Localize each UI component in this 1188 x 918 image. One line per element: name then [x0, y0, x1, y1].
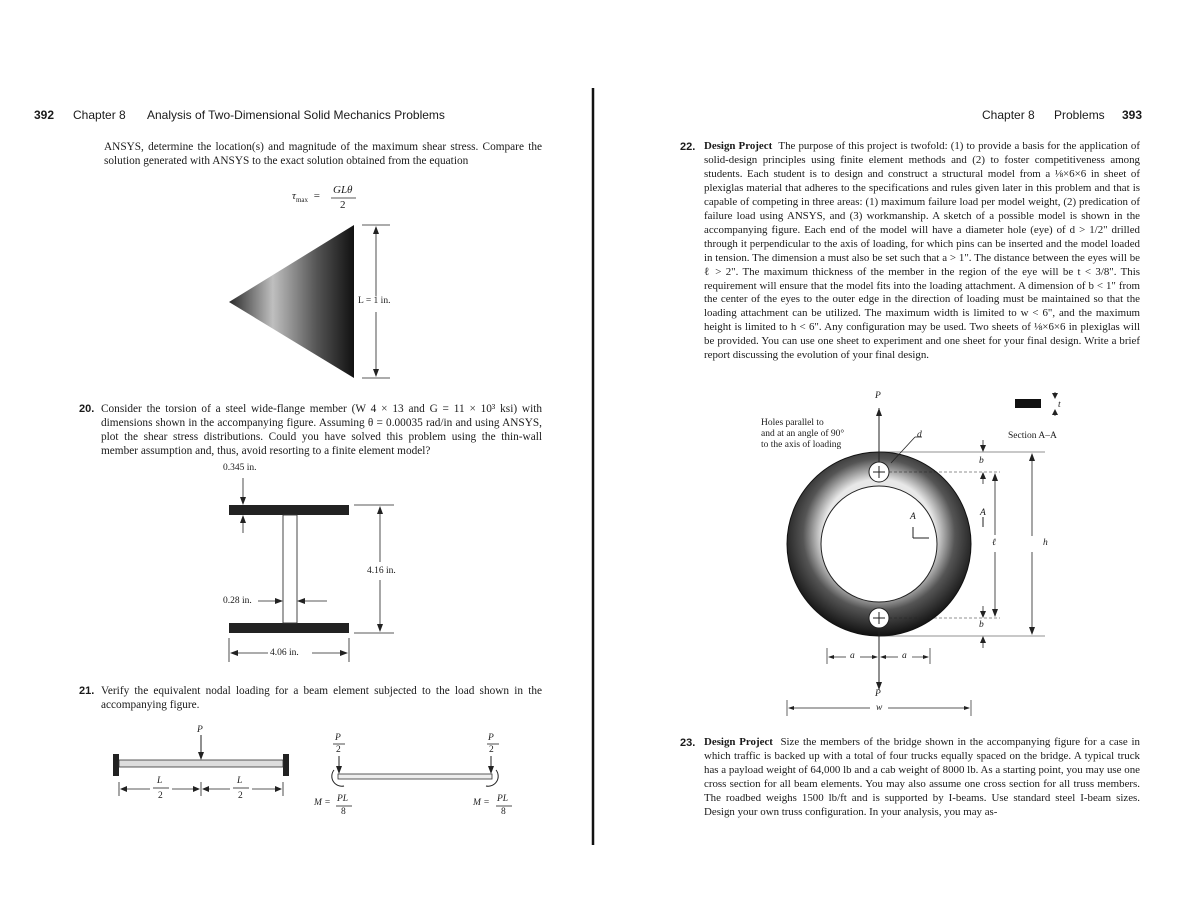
triangle-dim-label: L = 1 in.	[358, 296, 391, 306]
problem-21-number: 21.	[79, 685, 95, 697]
eq-sub: max	[295, 196, 308, 205]
right-force-num: P	[488, 733, 494, 743]
bottom-flange	[229, 623, 349, 633]
equivalent-loading-figure	[332, 744, 512, 806]
beam-load-figure	[113, 735, 289, 796]
half-l-left-num: L	[157, 776, 163, 786]
section-aa-rect	[1015, 399, 1041, 408]
problem-22-title: Design Project	[704, 140, 773, 152]
holes-note-line-3: to the axis of loading	[761, 440, 842, 450]
eq-denominator: 2	[340, 199, 346, 211]
fig-p-top: P	[875, 391, 881, 401]
fig-a-section-left: A	[910, 512, 916, 522]
top-flange	[229, 505, 349, 515]
right-force-den: 2	[489, 745, 494, 755]
eq-tau: τ	[292, 190, 296, 202]
problem-22-paragraph	[704, 140, 1140, 363]
right-moment-den: 8	[501, 807, 506, 817]
right-chapter-label: Chapter 8	[982, 108, 1035, 122]
left-moment-lhs: M =	[314, 798, 331, 808]
section-aa-label: Section A–A	[1008, 431, 1057, 441]
equivalent-beam	[338, 774, 492, 779]
left-header-title: Analysis of Two-Dimensional Solid Mechanics Problems	[147, 108, 445, 122]
right-moment-num: PL	[497, 794, 509, 804]
problem-23-number: 23.	[680, 737, 696, 749]
problem-20-number: 20.	[79, 403, 95, 415]
half-l-right-den: 2	[238, 791, 243, 801]
ring-inner	[821, 486, 937, 602]
problem-23-paragraph	[704, 736, 1140, 820]
eq-equals: =	[313, 190, 320, 202]
holes-note	[761, 418, 844, 451]
triangle-shape	[229, 225, 354, 378]
problem-23-title: Design Project	[704, 736, 773, 748]
left-force-den: 2	[336, 745, 341, 755]
left-moment-den: 8	[341, 807, 346, 817]
depth-label: 4.16 in.	[367, 566, 396, 576]
right-moment-lhs: M =	[473, 798, 490, 808]
problem-20-text: Consider the torsion of a steel wide-flange member (W 4 × 13 and G = 11 × 10³ ksi) with dimensions shown in the accompanying figure. Assuming θ = 0.00035 rad/in and using ANSYS, plot the shear stress distributions. Could you have solved this problem using the thin-wall member assumption and, thus, avoid resorting to a finite element model?	[101, 403, 542, 458]
fig-d-label: d	[917, 430, 922, 440]
problem-22-text: The purpose of this project is twofold: (1) to provide a basis for the application of solid-design principles using finite element methods and (2) to foster competitiveness among students. Each student is to design and construct a structural model from a ⅛×6×6 in sheet of plexiglas material that adheres to the specifications and rules given later in this problem and that is capable of competing in three areas: (1) maximum failure load per model weight, (2) predication of failure load using ANSYS, and (3) workmanship. A sketch of a possible model is shown in the accompanying figure. Each end of the model will have a diameter hole (eye) of d > 1/2" drilled through it perpendicular to the axis of loading, for which pins can be inserted and the model loaded in tension. The dimension a must also be set such that a > 1". The distance between the eyes will be ℓ > 2". The maximum thickness of the member in the region of the eye will be t < 3/8". This requirement will ensure that the model fits into the loading attachment. A dimension of b < 1" from the center of the eyes to the outer edge in the direction of loading must be maintained so that the loading attachment can be utilized. The maximum width is limited to w < 6", and the maximum height is limited to h < 6". Any configuration may be used. Two sheets of ⅛×6×6 in plexiglas will be provided. You can use one sheet to experiment and one sheet for your final design. Write a brief report discussing the evolution of your final design.	[704, 140, 1140, 362]
left-support	[113, 754, 119, 776]
fig-w-label: w	[876, 703, 883, 713]
beam	[119, 760, 283, 767]
eq-numerator: GLθ	[333, 184, 353, 196]
half-l-right-num: L	[237, 776, 243, 786]
left-page-number: 392	[34, 108, 55, 122]
fig-a-right: a	[902, 651, 907, 661]
holes-note-line-2: and at an angle of 90°	[761, 429, 845, 439]
fig-ell-label: ℓ	[992, 538, 996, 548]
fig-h-label: h	[1043, 538, 1048, 548]
fig-a-left: a	[850, 651, 855, 661]
beam-load-p: P	[197, 725, 203, 735]
half-l-left-den: 2	[158, 791, 163, 801]
problem-22-number: 22.	[680, 141, 696, 153]
fig-p-bottom: P	[875, 689, 881, 699]
right-page-number: 393	[1122, 108, 1143, 122]
left-moment-num: PL	[337, 794, 349, 804]
web	[283, 515, 297, 623]
web-thickness-label: 0.28 in.	[223, 596, 252, 606]
problem-21-text: Verify the equivalent nodal loading for a beam element subjected to the load shown in the accompanying figure.	[101, 685, 542, 712]
holes-note-line-1: Holes parallel to	[761, 418, 824, 428]
fig-t-label: t	[1058, 400, 1061, 410]
left-force-num: P	[335, 733, 341, 743]
fig-a-section-right: A	[980, 508, 986, 518]
flange-thickness-label: 0.345 in.	[223, 463, 257, 473]
intro-paragraph: ANSYS, determine the location(s) and magnitude of the maximum shear stress. Compare the solution generated with ANSYS to the exact solution obtained from the equation	[104, 141, 542, 168]
fig-b-top: b	[979, 456, 984, 466]
fig-b-bottom: b	[979, 620, 984, 630]
problem-23-text: Size the members of the bridge shown in the accompanying figure for a case in which traffic is backed up with a total of four trucks equally spaced on the bridge. A typical truck has a payload weight of 64,000 lb and a cab weight of 8000 lb. As a starting point, you may use one cross section for all beam elements. You may also assume one cross section for all truss members. The roadbed weighs 1500 lb/ft and is supported by I-beams. Use standard steel I-beam sizes. Design your own truss configuration. In your analysis, you may as-	[704, 736, 1140, 818]
left-chapter-label: Chapter 8	[73, 108, 126, 122]
width-label: 4.06 in.	[270, 648, 299, 658]
right-header-title: Problems	[1054, 108, 1105, 122]
right-support	[283, 754, 289, 776]
